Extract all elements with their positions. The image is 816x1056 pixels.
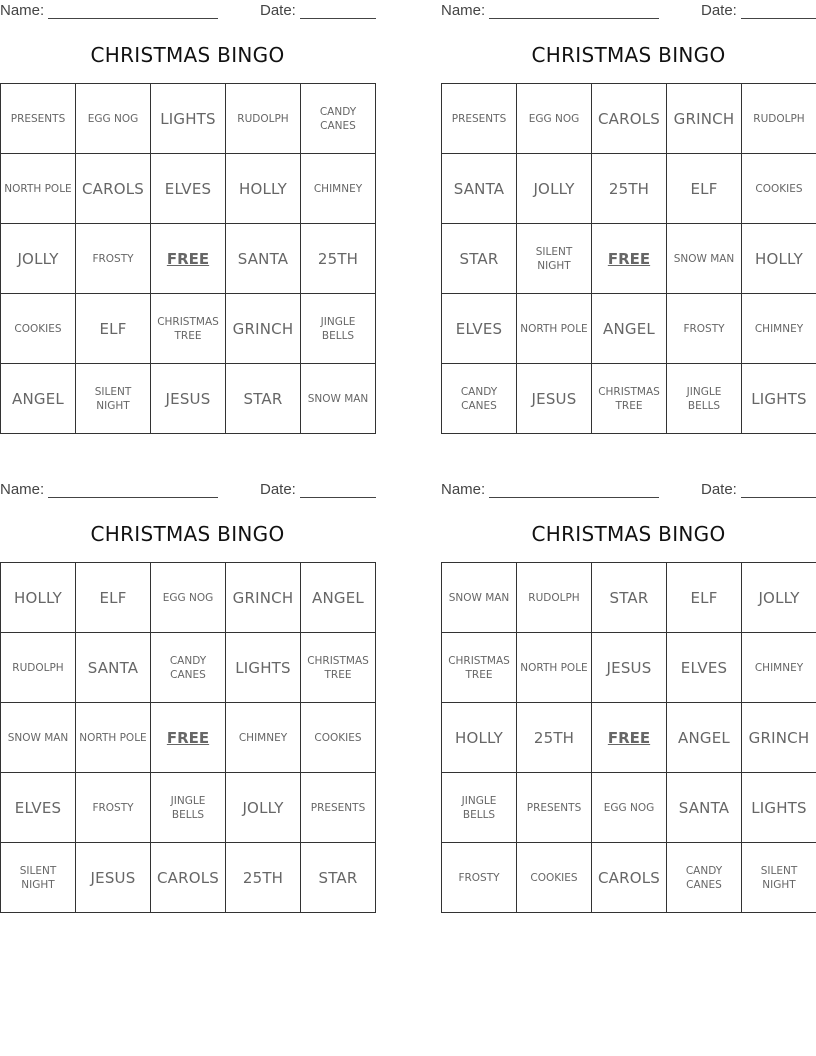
- bingo-cell: SILENT NIGHT: [742, 843, 816, 913]
- bingo-cell: CHIMNEY: [226, 703, 301, 773]
- bingo-cell: HOLLY: [442, 703, 517, 773]
- date-field: [260, 481, 376, 498]
- bingo-cell: STAR: [442, 224, 517, 294]
- bingo-cell: FROSTY: [76, 773, 151, 843]
- grid-row: [1, 563, 376, 633]
- bingo-card: [0, 0, 375, 440]
- bingo-cell: CANDY CANES: [667, 843, 742, 913]
- free-space: FREE: [151, 703, 226, 773]
- name-date-row: [441, 479, 816, 499]
- grid-row: [442, 294, 816, 364]
- card-title: CHRISTMAS BINGO: [90, 522, 285, 546]
- bingo-cell: 25TH: [301, 224, 376, 294]
- name-field: [441, 2, 659, 19]
- grid-row: [442, 154, 816, 224]
- name-label: Name:: [0, 2, 45, 19]
- bingo-cell: COOKIES: [517, 843, 592, 913]
- bingo-cell: SANTA: [226, 224, 301, 294]
- grid-row: [442, 703, 816, 773]
- bingo-cell: PRESENTS: [442, 84, 517, 154]
- grid-row: [1, 703, 376, 773]
- grid-row: [442, 364, 816, 434]
- bingo-cell: CHIMNEY: [742, 294, 816, 364]
- name-field: [0, 481, 218, 498]
- bingo-cell: CAROLS: [76, 154, 151, 224]
- date-blank-line: [300, 483, 376, 498]
- bingo-cell: STAR: [301, 843, 376, 913]
- bingo-cell: LIGHTS: [742, 364, 816, 434]
- bingo-cell: CHRISTMAS TREE: [442, 633, 517, 703]
- bingo-cell: FROSTY: [667, 294, 742, 364]
- bingo-cell: ANGEL: [667, 703, 742, 773]
- date-field: [701, 2, 816, 19]
- bingo-cell: ELVES: [667, 633, 742, 703]
- bingo-cell: EGG NOG: [592, 773, 667, 843]
- bingo-cell: ELVES: [151, 154, 226, 224]
- bingo-cell: COOKIES: [742, 154, 816, 224]
- bingo-grid: [441, 562, 816, 913]
- bingo-cell: HOLLY: [1, 563, 76, 633]
- date-blank-line: [741, 483, 816, 498]
- free-space: FREE: [151, 224, 226, 294]
- name-date-row: [0, 0, 375, 20]
- bingo-cell: STAR: [226, 364, 301, 434]
- name-field: [0, 2, 218, 19]
- bingo-cell: SNOW MAN: [1, 703, 76, 773]
- card-title: CHRISTMAS BINGO: [90, 43, 285, 67]
- bingo-cell: PRESENTS: [1, 84, 76, 154]
- bingo-cell: COOKIES: [301, 703, 376, 773]
- bingo-cell: COOKIES: [1, 294, 76, 364]
- bingo-grid: [0, 562, 376, 913]
- bingo-cell: ANGEL: [1, 364, 76, 434]
- bingo-cell: RUDOLPH: [517, 563, 592, 633]
- bingo-cell: HOLLY: [742, 224, 816, 294]
- bingo-cell: JESUS: [151, 364, 226, 434]
- grid-row: [442, 563, 816, 633]
- name-blank-line: [489, 483, 659, 498]
- bingo-cell: SANTA: [667, 773, 742, 843]
- bingo-cell: ELF: [76, 563, 151, 633]
- bingo-cell: 25TH: [226, 843, 301, 913]
- grid-row: [1, 633, 376, 703]
- bingo-cell: SILENT NIGHT: [76, 364, 151, 434]
- bingo-cell: CANDY CANES: [301, 84, 376, 154]
- bingo-card: [0, 479, 375, 919]
- bingo-cell: RUDOLPH: [1, 633, 76, 703]
- name-date-row: [0, 479, 375, 499]
- bingo-cell: ELVES: [442, 294, 517, 364]
- date-label: Date:: [701, 2, 737, 19]
- bingo-cell: 25TH: [592, 154, 667, 224]
- bingo-cell: EGG NOG: [151, 563, 226, 633]
- bingo-cell: JINGLE BELLS: [667, 364, 742, 434]
- bingo-cell: SANTA: [76, 633, 151, 703]
- bingo-cell: CHIMNEY: [742, 633, 816, 703]
- bingo-cell: ANGEL: [592, 294, 667, 364]
- grid-row: [1, 843, 376, 913]
- bingo-cell: LIGHTS: [151, 84, 226, 154]
- bingo-cell: CANDY CANES: [442, 364, 517, 434]
- grid-row: [442, 84, 816, 154]
- bingo-cell: ANGEL: [301, 563, 376, 633]
- grid-row: [1, 773, 376, 843]
- grid-row: [442, 633, 816, 703]
- grid-row: [1, 84, 376, 154]
- bingo-cell: CHRISTMAS TREE: [592, 364, 667, 434]
- bingo-cell: SNOW MAN: [667, 224, 742, 294]
- bingo-cell: ELF: [667, 154, 742, 224]
- grid-row: [442, 843, 816, 913]
- bingo-cell: RUDOLPH: [742, 84, 816, 154]
- bingo-cell: 25TH: [517, 703, 592, 773]
- bingo-cell: JOLLY: [1, 224, 76, 294]
- date-label: Date:: [701, 481, 737, 498]
- bingo-cell: ELF: [667, 563, 742, 633]
- bingo-cell: NORTH POLE: [517, 294, 592, 364]
- bingo-cell: JESUS: [76, 843, 151, 913]
- bingo-cell: JINGLE BELLS: [151, 773, 226, 843]
- name-label: Name:: [441, 481, 486, 498]
- bingo-cell: HOLLY: [226, 154, 301, 224]
- bingo-cell: GRINCH: [742, 703, 816, 773]
- card-title: CHRISTMAS BINGO: [531, 522, 726, 546]
- bingo-cell: FROSTY: [76, 224, 151, 294]
- grid-row: [442, 224, 816, 294]
- name-field: [441, 481, 659, 498]
- date-label: Date:: [260, 481, 296, 498]
- bingo-cell: GRINCH: [226, 294, 301, 364]
- bingo-cell: JOLLY: [517, 154, 592, 224]
- bingo-cell: LIGHTS: [226, 633, 301, 703]
- bingo-cell: JINGLE BELLS: [301, 294, 376, 364]
- name-label: Name:: [441, 2, 486, 19]
- date-label: Date:: [260, 2, 296, 19]
- free-space: FREE: [592, 703, 667, 773]
- bingo-cell: RUDOLPH: [226, 84, 301, 154]
- bingo-cell: NORTH POLE: [517, 633, 592, 703]
- grid-row: [1, 294, 376, 364]
- bingo-cell: NORTH POLE: [76, 703, 151, 773]
- bingo-cell: JOLLY: [226, 773, 301, 843]
- bingo-cell: JESUS: [592, 633, 667, 703]
- name-blank-line: [48, 4, 218, 19]
- bingo-cell: LIGHTS: [742, 773, 816, 843]
- bingo-cell: STAR: [592, 563, 667, 633]
- date-field: [701, 481, 816, 498]
- bingo-cell: GRINCH: [667, 84, 742, 154]
- bingo-cell: PRESENTS: [301, 773, 376, 843]
- bingo-cell: FROSTY: [442, 843, 517, 913]
- bingo-cell: SILENT NIGHT: [1, 843, 76, 913]
- bingo-cell: JESUS: [517, 364, 592, 434]
- bingo-cell: SILENT NIGHT: [517, 224, 592, 294]
- bingo-card: [441, 479, 816, 919]
- bingo-cell: JOLLY: [742, 563, 816, 633]
- bingo-card: [441, 0, 816, 440]
- bingo-cell: NORTH POLE: [1, 154, 76, 224]
- bingo-cell: SANTA: [442, 154, 517, 224]
- bingo-grid: [441, 83, 816, 434]
- bingo-cell: CANDY CANES: [151, 633, 226, 703]
- name-label: Name:: [0, 481, 45, 498]
- bingo-cell: CHRISTMAS TREE: [301, 633, 376, 703]
- bingo-cell: PRESENTS: [517, 773, 592, 843]
- bingo-cell: ELF: [76, 294, 151, 364]
- bingo-cell: CAROLS: [592, 843, 667, 913]
- grid-row: [1, 154, 376, 224]
- bingo-cell: CAROLS: [592, 84, 667, 154]
- bingo-cell: SNOW MAN: [301, 364, 376, 434]
- date-blank-line: [741, 4, 816, 19]
- grid-row: [1, 224, 376, 294]
- grid-row: [442, 773, 816, 843]
- bingo-cell: SNOW MAN: [442, 563, 517, 633]
- date-blank-line: [300, 4, 376, 19]
- bingo-cell: EGG NOG: [76, 84, 151, 154]
- name-blank-line: [489, 4, 659, 19]
- bingo-grid: [0, 83, 376, 434]
- bingo-cell: CHIMNEY: [301, 154, 376, 224]
- name-date-row: [441, 0, 816, 20]
- card-title: CHRISTMAS BINGO: [531, 43, 726, 67]
- bingo-cell: CAROLS: [151, 843, 226, 913]
- bingo-cell: ELVES: [1, 773, 76, 843]
- date-field: [260, 2, 376, 19]
- name-blank-line: [48, 483, 218, 498]
- bingo-cell: GRINCH: [226, 563, 301, 633]
- bingo-cell: CHRISTMAS TREE: [151, 294, 226, 364]
- grid-row: [1, 364, 376, 434]
- bingo-cell: EGG NOG: [517, 84, 592, 154]
- bingo-cell: JINGLE BELLS: [442, 773, 517, 843]
- free-space: FREE: [592, 224, 667, 294]
